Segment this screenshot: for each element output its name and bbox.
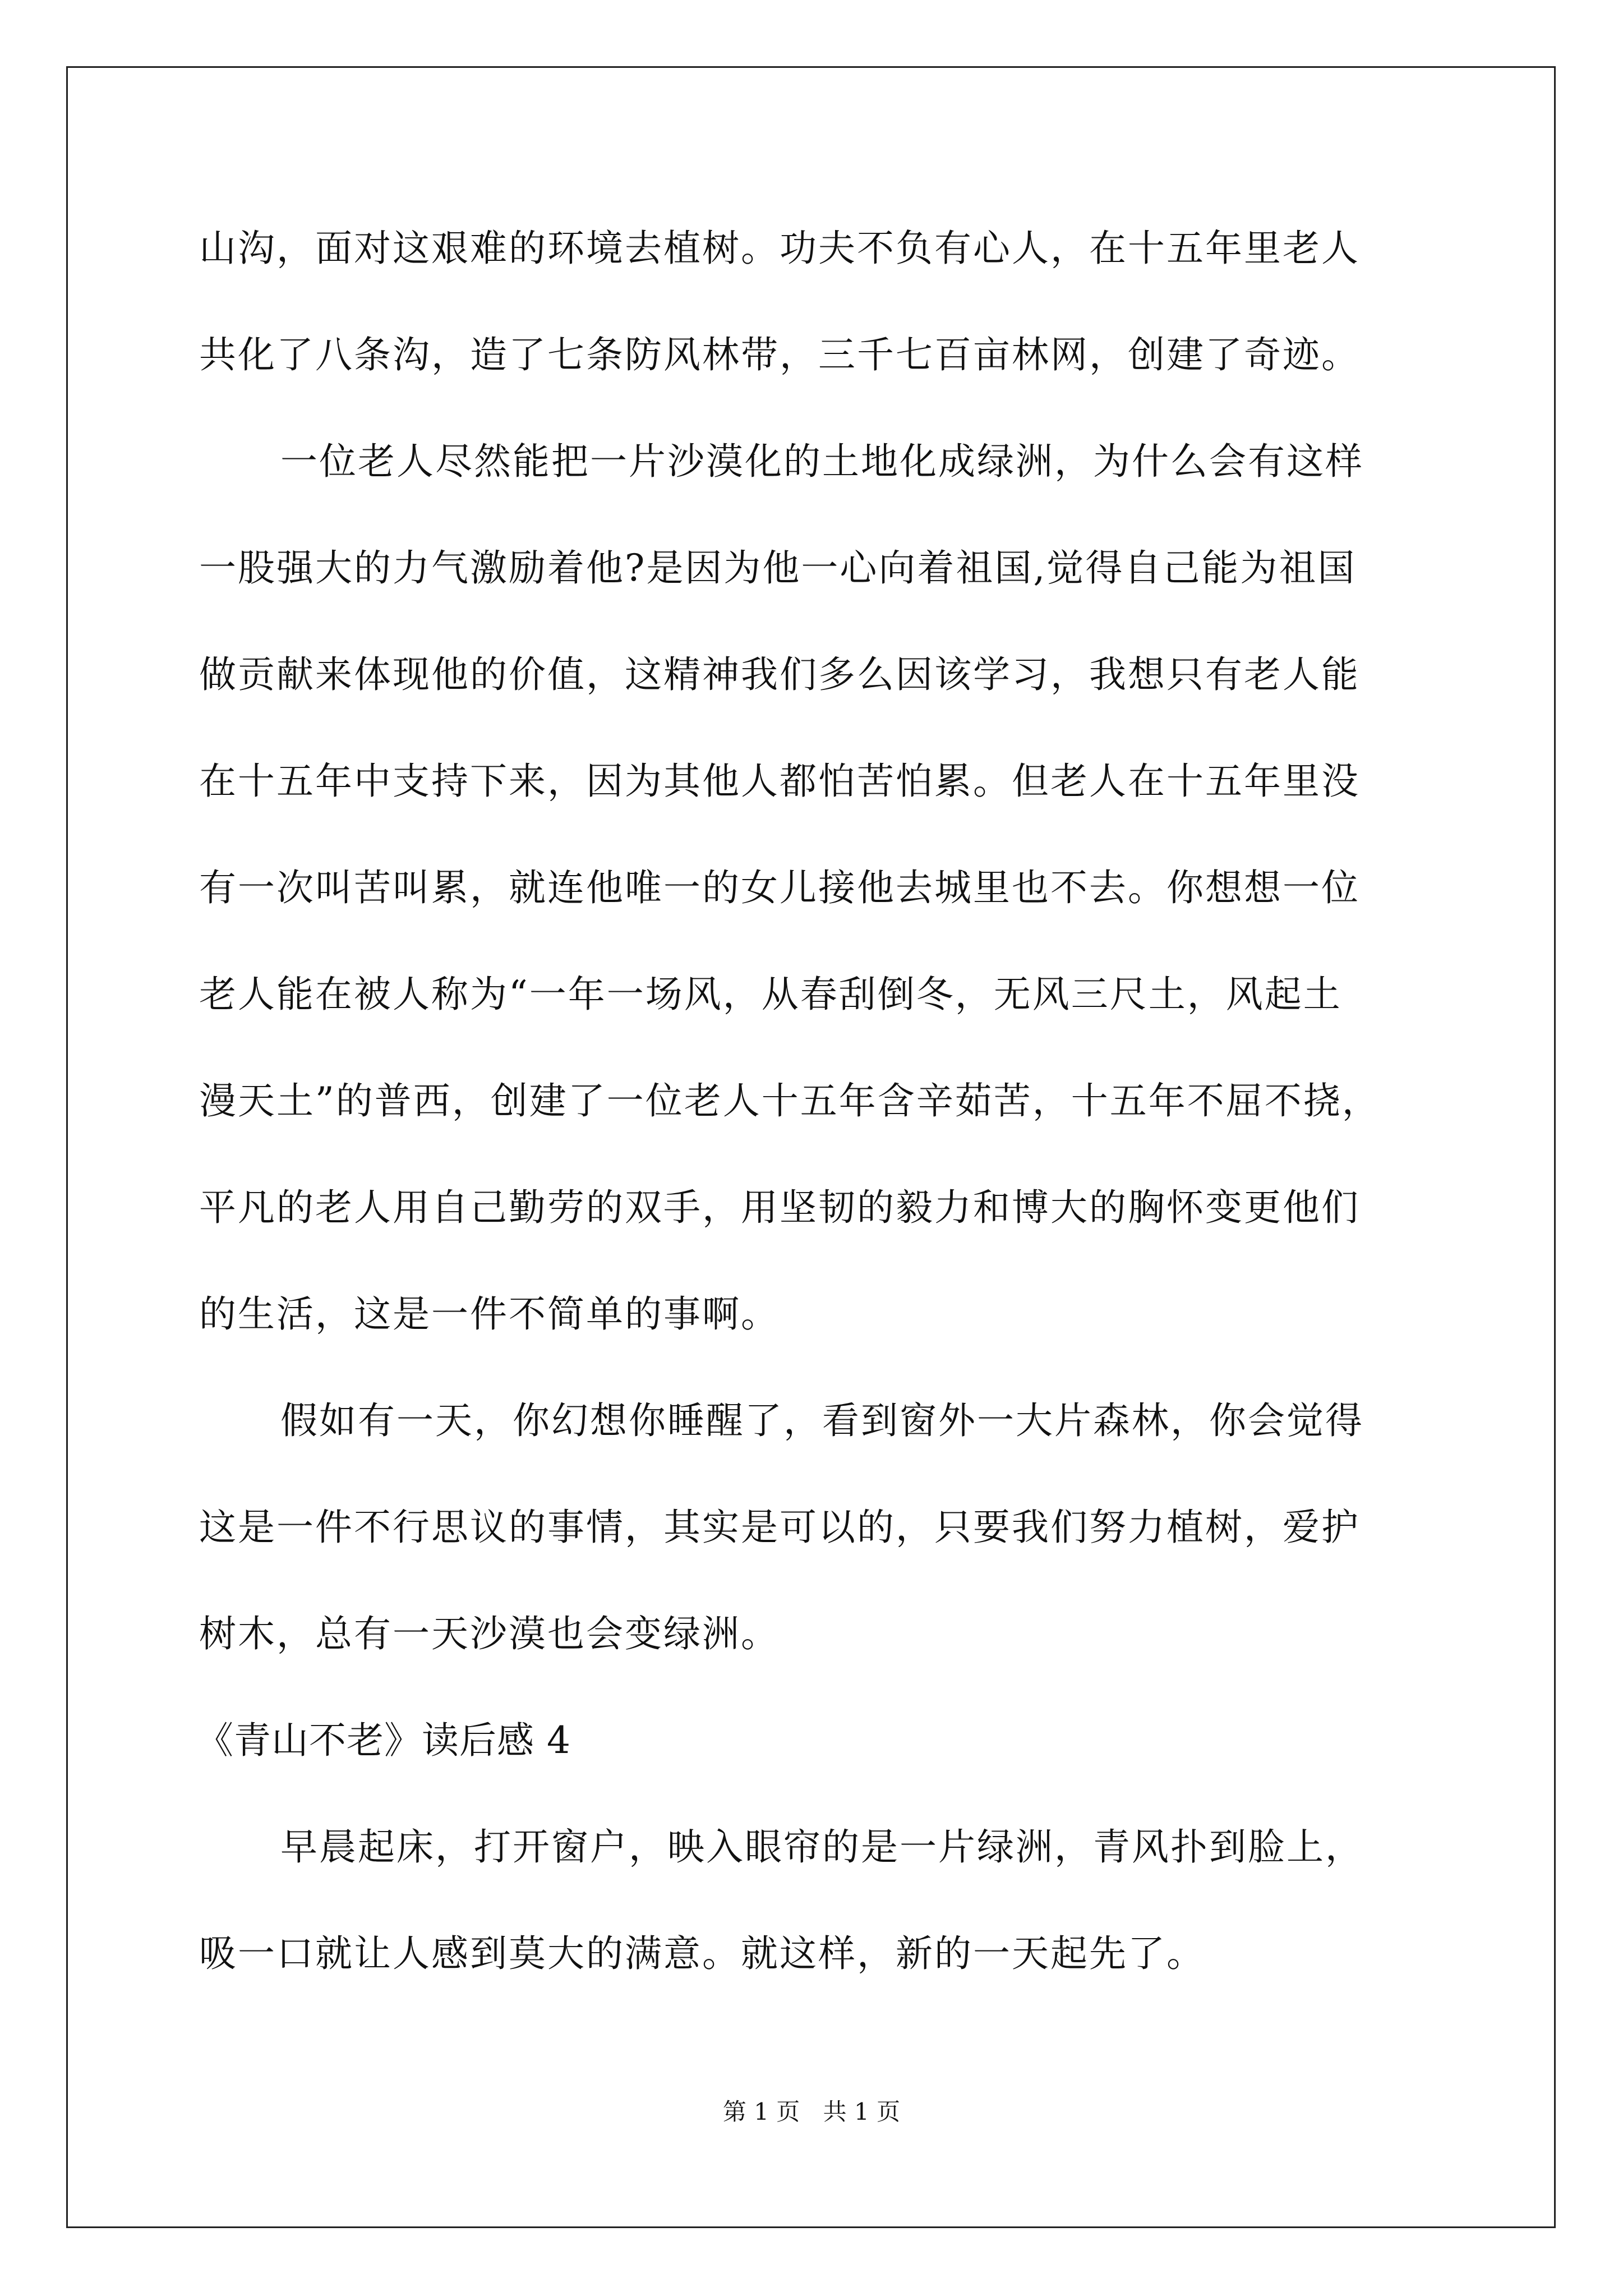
paragraph-line: 假如有一天，你幻想你睡醒了，看到窗外一大片森林，你会觉得 [280, 1399, 1364, 1442]
paragraph-line: 在十五年中支持下来，因为其他人都怕苦怕累。但老人在十五年里没 [199, 760, 1360, 803]
paragraph-line: 山沟，面对这艰难的环境去植树。功夫不负有心人，在十五年里老人 [199, 227, 1360, 270]
paragraph-line: 吸一口就让人感到莫大的满意。就这样，新的一天起先了。 [199, 1932, 1205, 1975]
paragraph-line: 一股强大的力气激励着他?是因为他一心向着祖国,觉得自己能为祖国 [199, 546, 1357, 590]
paragraph-line: 做贡献来体现他的价值，这精神我们多么因该学习，我想只有老人能 [199, 653, 1360, 696]
paragraph-line: 一位老人尽然能把一片沙漠化的土地化成绿洲，为什么会有这样 [280, 440, 1364, 483]
section-heading: 《青山不老》读后感 4 [196, 1719, 571, 1762]
paragraph-line: 平凡的老人用自己勤劳的双手，用坚韧的毅力和博大的胸怀变更他们 [199, 1186, 1360, 1229]
paragraph-line: 共化了八条沟，造了七条防风林带，三千七百亩林网，创建了奇迹。 [199, 333, 1360, 376]
paragraph-line: 漫天土”的普西，创建了一位老人十五年含辛茹苦，十五年不屈不挠， [199, 1079, 1381, 1122]
paragraph-line: 树木，总有一天沙漠也会变绿洲。 [199, 1612, 780, 1655]
paragraph-line: 这是一件不行思议的事情，其实是可以的，只要我们努力植树，爱护 [199, 1506, 1360, 1549]
paragraph-line: 老人能在被人称为“一年一场风，从春刮倒冬，无风三尺土，风起土 [199, 973, 1342, 1016]
paragraph-line: 早晨起床，打开窗户，映入眼帘的是一片绿洲，青风扑到脸上， [280, 1825, 1364, 1869]
document-body [196, 218, 1427, 2030]
paragraph-line: 有一次叫苦叫累，就连他唯一的女儿接他去城里也不去。你想想一位 [199, 866, 1360, 909]
page-total: 共 1 页 [823, 2098, 901, 2125]
page-number: 第 1 页 [722, 2098, 800, 2125]
paragraph-line: 的生活，这是一件不简单的事啊。 [199, 1292, 780, 1336]
page-footer [0, 2095, 1623, 2129]
